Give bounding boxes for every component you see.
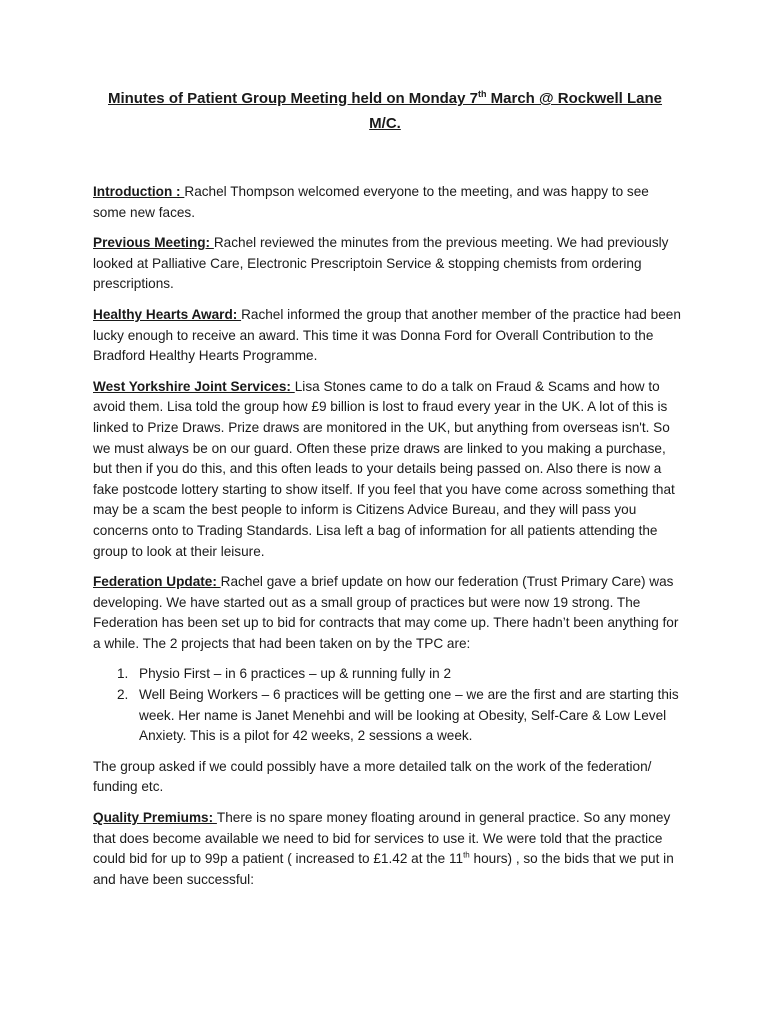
west-yorkshire-paragraph: [93, 377, 683, 562]
list-item: [93, 664, 683, 685]
previous-meeting-paragraph: [93, 233, 683, 295]
list-item-text: Physio First – in 6 practices – up & running fully in 2: [139, 666, 452, 682]
previous-meeting-text: Rachel reviewed the minutes from the previous meeting. We had previously looked at Palliative Care, Electronic Prescriptoin Service & stopping chemists from ordering prescriptions.: [93, 235, 669, 292]
west-yorkshire-text: Lisa Stones came to do a talk on Fraud & Scams and how to avoid them. Lisa told the group how £9 billion is lost to fraud every year in the UK. A lot of this is linked to Prize Draws. Prize draws are monitored in the UK, but anything from overseas isn't. So we must always be on our guard. Often these prize draws are linked to you making a purchase, but then if you do this, and this often leads to your details being passed on. Also there is now a fake postcode lottery starting to show itself. If you feel that you have come across something that may be a scam the best people to inform is Citizens Advice Bureau, and they will pass you concerns onto to Trading Standards. Lisa left a bag of information for all patients attending the group to look at their leisure.: [93, 378, 675, 559]
list-item-text: Well Being Workers – 6 practices will be getting one – we are the first and are starting this week. Her name is Janet Menehbi and will be looking at Obesity, Self-Care & Low Level Anxiety. This is a pilot for 42 weeks, 2 sessions a week.: [139, 687, 679, 744]
quality-premiums-text: There is no spare money floating around in general practice. So any money that does become available we need to bid for services to use it. We were told that the practice could bid for up to 99p a patient ( increased to £1.42 at the 11: [93, 810, 671, 867]
quality-premiums-superscript: th: [463, 850, 470, 860]
list-item-number: 2.: [117, 687, 129, 703]
quality-premiums-text-end: hours) , so the bids that we put in and have been successful:: [93, 851, 674, 887]
document-body: [93, 182, 683, 900]
title-text-end: March @ Rockwell Lane M/C.: [369, 90, 663, 132]
previous-meeting-label: Previous Meeting:: [93, 235, 214, 251]
federation-paragraph: [93, 572, 683, 654]
federation-label: Federation Update:: [93, 574, 221, 590]
quality-premiums-paragraph: [93, 808, 683, 890]
title-text: Minutes of Patient Group Meeting held on Monday 7: [107, 90, 478, 107]
introduction-paragraph: [93, 182, 683, 223]
introduction-text: Rachel Thompson welcomed everyone to the meeting, and was happy to see some new faces.: [93, 184, 649, 220]
healthy-hearts-paragraph: [93, 305, 683, 367]
healthy-hearts-label: Healthy Hearts Award:: [93, 306, 242, 322]
healthy-hearts-text: Rachel informed the group that another member of the practice had been lucky enough to receive an award. This time it was Donna Ford for Overall Contribution to the Bradford Healthy Hearts Programme.: [93, 306, 681, 364]
projects-list: [93, 664, 683, 746]
quality-premiums-label: Quality Premiums:: [93, 810, 217, 826]
title-superscript: th: [478, 89, 487, 99]
document-title: [93, 86, 677, 136]
list-item-number: 1.: [117, 666, 129, 682]
federation-text: Rachel gave a brief update on how our federation (Trust Primary Care) was developing. We have started out as a small group of practices but were now 19 strong. The Federation has been set up to bid for contracts that may come up. There hadn’t been anything for a while. The 2 projects that had been taken on by the TPC are:: [93, 574, 679, 651]
federation-followup-paragraph: The group asked if we could possibly have a more detailed talk on the work of the federation/ funding etc.: [93, 758, 652, 795]
introduction-label: Introduction :: [93, 184, 185, 199]
west-yorkshire-label: West Yorkshire Joint Services:: [93, 378, 295, 394]
list-item: [93, 685, 683, 747]
